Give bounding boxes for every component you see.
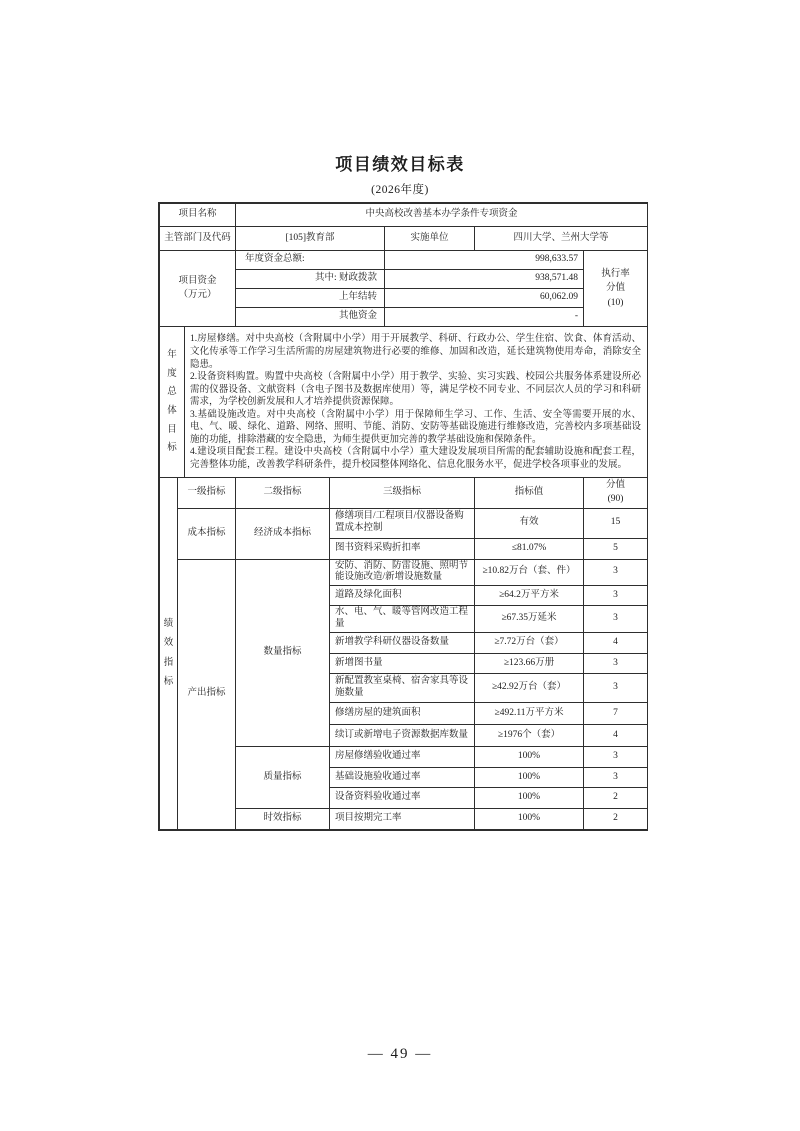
funding-row-name: 其他资金 bbox=[236, 308, 385, 327]
header-level3: 三级指标 bbox=[330, 478, 475, 509]
goal-paragraph: 1.房屋修缮。对中央高校（含附属中小学）用于开展教学、科研、行政办公、学生住宿、饮食、体育活动、文化传承等工作学习生活所需的房屋建筑物进行必要的维修、加固和改造，延长建筑物使用寿命，消除安全隐患。 bbox=[190, 334, 641, 370]
indicator-target-value: 100% bbox=[475, 768, 584, 788]
level2-quantity: 数量指标 bbox=[236, 559, 330, 747]
indicator-score: 3 bbox=[584, 747, 648, 768]
table-row bbox=[160, 559, 648, 586]
performance-target-table bbox=[158, 202, 648, 831]
execution-rate-line1: 执行率 bbox=[601, 269, 630, 280]
level1-cost: 成本指标 bbox=[178, 508, 236, 559]
table-row bbox=[160, 204, 648, 227]
annual-goal-label bbox=[160, 327, 185, 478]
indicator-score: 3 bbox=[584, 768, 648, 788]
execution-rate-line2: 分值 bbox=[605, 283, 625, 294]
annual-goal-table bbox=[159, 326, 648, 478]
indicator-name: 新增图书量 bbox=[330, 654, 475, 674]
indicator-score: 3 bbox=[584, 586, 648, 606]
indicator-name: 道路及绿化面积 bbox=[330, 586, 475, 606]
indicator-name: 基础设施验收通过率 bbox=[330, 768, 475, 788]
dept-value: [105]教育部 bbox=[236, 227, 385, 251]
page-subtitle: (2026年度) bbox=[371, 184, 429, 196]
table-row bbox=[160, 508, 648, 538]
page-title: 项目绩效目标表 bbox=[335, 155, 465, 174]
indicator-name: 图书资料采购折扣率 bbox=[330, 538, 475, 559]
indicator-target-value: ≥64.2万平方米 bbox=[475, 586, 584, 606]
funding-row-name: 其中: 财政拨款 bbox=[236, 270, 385, 289]
indicator-name: 项目按期完工率 bbox=[330, 809, 475, 830]
level2-quality: 质量指标 bbox=[236, 747, 330, 809]
page-number: — 49 — bbox=[367, 1046, 433, 1062]
execution-rate-score-label bbox=[584, 251, 648, 327]
project-info-table bbox=[159, 203, 648, 251]
header-score bbox=[584, 478, 648, 509]
annual-goal-label-text: 年度总体目标 bbox=[167, 350, 177, 454]
impl-unit-value: 四川大学、兰州大学等 bbox=[475, 227, 648, 251]
level1-output: 产出指标 bbox=[178, 559, 236, 830]
funding-label bbox=[160, 251, 236, 327]
indicator-score: 2 bbox=[584, 788, 648, 809]
indicator-name: 新增教学科研仪器设备数量 bbox=[330, 633, 475, 654]
indicator-name: 水、电、气、暖等管网改造工程量 bbox=[330, 606, 475, 633]
funding-table bbox=[159, 250, 648, 327]
indicator-target-value: ≥1976个（套） bbox=[475, 725, 584, 747]
indicator-score: 15 bbox=[584, 508, 648, 538]
indicator-target-value: ≥42.92万台（套） bbox=[475, 674, 584, 703]
funding-row-value: 938,571.48 bbox=[385, 270, 584, 289]
funding-row-value: - bbox=[385, 308, 584, 327]
funding-label-line2: （万元） bbox=[178, 289, 217, 300]
indicator-name: 修缮项目/工程项目/仪器设备购置成本控制 bbox=[330, 508, 475, 538]
indicators-table bbox=[159, 477, 648, 830]
indicator-target-value: ≥7.72万台（套） bbox=[475, 633, 584, 654]
project-name-value: 中央高校改善基本办学条件专项资金 bbox=[236, 204, 648, 227]
indicator-target-value: ≥123.66万册 bbox=[475, 654, 584, 674]
funding-label-line1: 项目资金 bbox=[178, 275, 217, 286]
header-score-line2: (90) bbox=[607, 493, 624, 504]
indicators-side-label-text: 绩效指标 bbox=[163, 618, 174, 688]
indicator-score: 4 bbox=[584, 725, 648, 747]
indicator-name: 设备资料验收通过率 bbox=[330, 788, 475, 809]
indicator-name: 安防、消防、防雷设施、照明节能设施改造/新增设施数量 bbox=[330, 559, 475, 586]
indicator-target-value: ≥67.35万延米 bbox=[475, 606, 584, 633]
indicator-score: 3 bbox=[584, 654, 648, 674]
indicator-target-value: ≥492.11万平方米 bbox=[475, 703, 584, 725]
table-row bbox=[160, 327, 648, 478]
indicator-score: 3 bbox=[584, 559, 648, 586]
funding-row-value: 998,633.57 bbox=[385, 251, 584, 270]
indicator-target-value: ≥10.82万台（套、件） bbox=[475, 559, 584, 586]
execution-rate-line3: (10) bbox=[607, 297, 624, 308]
header-score-line1: 分值 bbox=[605, 480, 625, 490]
indicator-target-value: ≤81.07% bbox=[475, 538, 584, 559]
indicator-score: 4 bbox=[584, 633, 648, 654]
indicator-name: 房屋修缮验收通过率 bbox=[330, 747, 475, 768]
level2-timeliness: 时效指标 bbox=[236, 809, 330, 830]
funding-row-name: 上年结转 bbox=[236, 289, 385, 308]
indicator-score: 3 bbox=[584, 606, 648, 633]
goal-paragraph: 4.建设项目配套工程。建设中央高校（含附属中小学）重大建设发展项目所需的配套辅助设施和配套工程，完善整体功能，改善教学科研条件，提升校园整体网络化、信息化服务水平，促进学校各项事业的发展。 bbox=[190, 447, 641, 470]
annual-goal-content bbox=[185, 327, 648, 478]
level2-economic-cost: 经济成本指标 bbox=[236, 508, 330, 559]
goal-paragraph: 3.基础设施改造。对中央高校（含附属中小学）用于保障师生学习、工作、生活、安全等需要开展的水、电、气、暖、绿化、道路、网络、照明、节能、消防、安防等基础设施进行维修改造，完善校内多项基础设施的功能，排除潜藏的安全隐患，为师生提供更加完善的教学基础设施和保障条件。 bbox=[190, 409, 641, 445]
header-level2: 二级指标 bbox=[236, 478, 330, 509]
goal-paragraph: 2.设备资料购置。购置中央高校（含附属中小学）用于教学、实验、实习实践、校园公共服务体系建设所必需的仪器设备、文献资料（含电子图书及数据库使用）等，满足学校不同专业、不同层次人员的学习和科研需求，为学校创新发展和人才培养提供资源保障。 bbox=[190, 372, 641, 408]
header-level1: 一级指标 bbox=[178, 478, 236, 509]
indicator-name: 修缮房屋的建筑面积 bbox=[330, 703, 475, 725]
impl-unit-label: 实施单位 bbox=[385, 227, 475, 251]
table-row bbox=[160, 227, 648, 251]
indicator-name: 续订或新增电子资源数据库数量 bbox=[330, 725, 475, 747]
funding-row-name: 年度资金总额: bbox=[236, 251, 385, 270]
indicator-target-value: 100% bbox=[475, 788, 584, 809]
table-row bbox=[160, 478, 648, 509]
table-row bbox=[160, 251, 648, 270]
funding-row-value: 60,062.09 bbox=[385, 289, 584, 308]
indicator-target-value: 有效 bbox=[475, 508, 584, 538]
indicator-score: 2 bbox=[584, 809, 648, 830]
indicator-score: 7 bbox=[584, 703, 648, 725]
header-value: 指标值 bbox=[475, 478, 584, 509]
indicator-target-value: 100% bbox=[475, 809, 584, 830]
project-name-label: 项目名称 bbox=[160, 204, 236, 227]
indicators-side-label bbox=[160, 478, 178, 830]
indicator-score: 5 bbox=[584, 538, 648, 559]
indicator-target-value: 100% bbox=[475, 747, 584, 768]
dept-label: 主管部门及代码 bbox=[160, 227, 236, 251]
indicator-score: 3 bbox=[584, 674, 648, 703]
indicator-name: 新配置教室桌椅、宿舍家具等设施数量 bbox=[330, 674, 475, 703]
